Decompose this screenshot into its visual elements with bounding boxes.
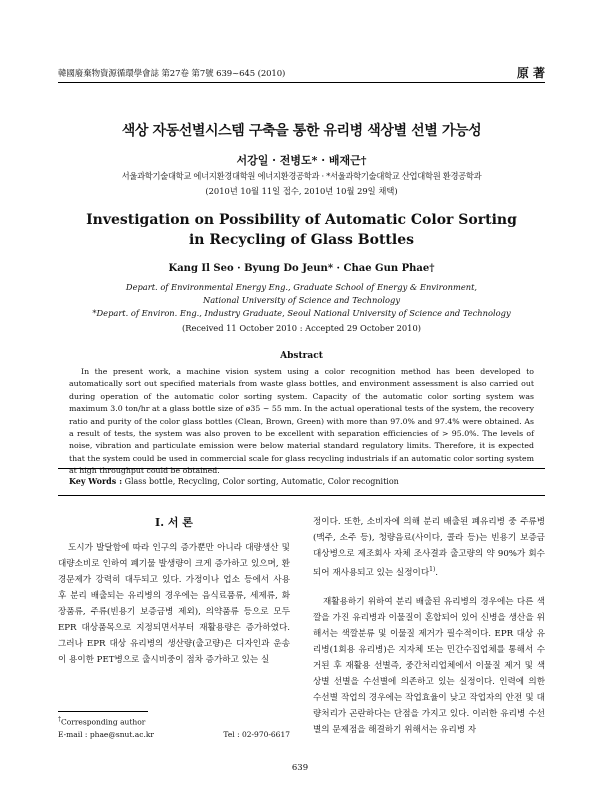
korean-dates: (2010년 10월 11일 접수, 2010년 10월 29일 채택) — [205, 186, 398, 196]
dagger-mark: † — [58, 716, 61, 723]
korean-title: 색상 자동선별시스템 구축을 통한 유리병 색상별 선별 가능성 — [121, 123, 482, 139]
korean-authors: 서강일 · 전병도* · 배재근† — [236, 154, 367, 167]
author-email: E-mail : phae@snut.ac.kr — [58, 730, 154, 739]
contact-line — [58, 730, 290, 739]
affiliation-line-1: Depart. of Environmental Energy Eng., Graduate School of Energy & Environment, — [125, 282, 478, 292]
english-authors: Kang Il Seo · Byung Do Jeun* · Chae Gun Phae† — [168, 263, 435, 274]
affiliation-line-3: *Depart. of Environ. Eng., Industry Graduate, Seoul National University of Science and Technology — [92, 308, 511, 318]
english-title-line-1: Investigation on Possibility of Automatic Color Sorting — [86, 212, 517, 228]
paragraph-end: . — [435, 567, 439, 578]
running-header — [58, 66, 545, 83]
paragraph-text: 정이다. 또한, 소비자에 의해 분리 배출된 폐유리병 중 주류병(맥주, 소주 등), 청량음료(사이다, 콜라 등)는 빈용기 보증금 대상병으로 제조회사 자체 조사결과 출고량의 약 90%가 회수되어 재사용되고 있는 실정이다 — [313, 517, 545, 578]
keywords-bottom-rule — [58, 495, 545, 496]
body-paragraph-right-1 — [313, 514, 545, 581]
section-heading-introduction: I. 서 론 — [155, 516, 193, 529]
page-number: 639 — [291, 763, 309, 773]
corresponding-author-note — [58, 716, 290, 727]
author-phone: Tel : 02-970-6617 — [223, 730, 290, 739]
affiliation-line-2: National University of Science and Technology — [202, 295, 401, 305]
corresponding-author-label: Corresponding author — [61, 717, 146, 727]
english-affiliation — [58, 281, 545, 320]
english-title-line-2: in Recycling of Glass Bottles — [188, 232, 414, 248]
abstract-text: In the present work, a machine vision system using a color recognition method has been developed to automatically sort out specified materials from waste glass bottles, and environment assessment is also carried out during operation of the automatic color sorting system. Capacity of the automatic color sorting system was maximum 3.0 ton/hr at a glass bottle size of ø35 ~ 55 mm. In the actual operational tests of the system, the recovery ratio and purity of the color glass bottles (Clean, Brown, Green) with more than 97.0% and 97.4% were obtained. As a result of tests, the system was also proven to be excellent with separation efficiencies of > 95.0%. The levels of noise, vibration and particulate emission were below material standard regulatory limits. Therefore, it is expected that the system could be used in commercial scale for glass recycling industrials if an automatic color sorting system at high throughput could be obtained. — [69, 367, 534, 476]
footnote-rule — [58, 711, 148, 712]
english-title — [58, 210, 545, 250]
keywords-line — [69, 476, 534, 486]
keywords-label: Key Words : — [69, 476, 123, 486]
english-dates: (Received 11 October 2010 : Accepted 29 October 2010) — [182, 323, 421, 333]
body-paragraph-left: 도시가 발달함에 따라 인구의 증가뿐만 아니라 대량생산 및 대량소비로 인하여 폐기물 발생량이 크게 증가하고 있으며, 환경문제가 강력히 대두되고 있다. 가정이나 업소 등에서 사용 후 분리 배출되는 유리병의 경우에는 음식료품류, 세제류, 화장품류, 주류(빈용기 보증금병 제외), 의약품류 등으로 모두 EPR 대상품목으로 지정되면서부터 재활용량은 증가하였다. 그러나 EPR 대상 유리병의 생산량(출고량)은 디자인과 운송이 용이한 PET병으로 출시비중이 점차 증가하고 있는 실 — [58, 543, 290, 665]
korean-affiliation: 서울과학기술대학교 에너지환경대학원 에너지환경공학과 · *서울과학기술대학교 산업대학원 환경공학과 — [121, 171, 482, 181]
article-category: 原 著 — [516, 66, 545, 80]
abstract-heading: Abstract — [280, 351, 323, 361]
body-paragraph-right-2: 재활용하기 위하여 분리 배출된 유리병의 경우에는 다른 색깔을 가진 유리병과 이물질이 혼합되어 있어 신병을 생산을 위해서는 색깔분류 및 이물질 제거가 필수적이다. EPR 대상 유리병(1회용 유리병)은 지자체 또는 민간수집업체를 통해서 수거된 후 재활용 선별즉, 중간처리업체에서 이물질 제거 및 색상별 선별을 수선별에 의존하고 있는 실정이다. 인력에 의한 수선별 작업의 경우에는 작업효율이 낮고 작업자의 안전 및 대량처리가 곤란하다는 단점을 가지고 있다. 이러한 유리병 수선별의 문제점을 해결하기 위해서는 유리병 자 — [313, 597, 545, 735]
citation-marker: 1) — [429, 566, 436, 573]
keywords-top-rule — [58, 468, 545, 469]
journal-citation: 韓國廢棄物資源循環學會誌 第27卷 第7號 639~645 (2010) — [58, 69, 286, 79]
keywords-text: Glass bottle, Recycling, Color sorting, Automatic, Color recognition — [124, 477, 399, 486]
